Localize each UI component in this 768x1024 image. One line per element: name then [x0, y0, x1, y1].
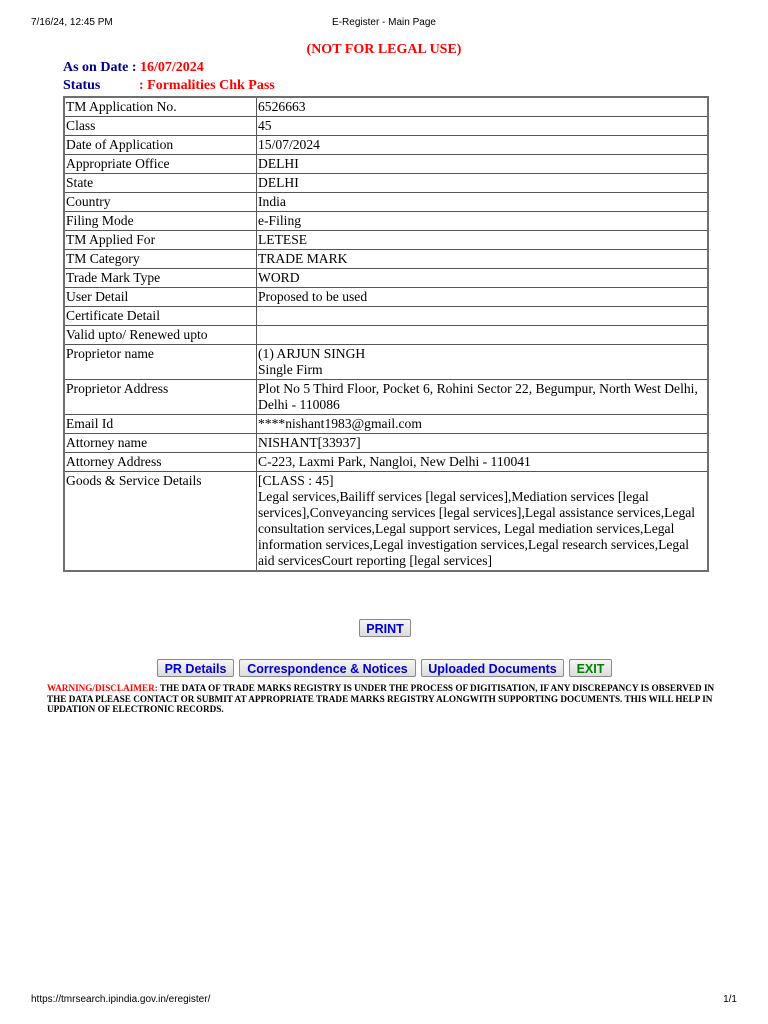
disclaimer [47, 683, 723, 715]
goods-services-list: Legal services,Bailiff services [legal services],Mediation services [legal services],Conveyancing services [legal services],Legal assistance services,Legal consultation services,Legal support services, Legal mediation services,Legal information services,Legal investigation services,Legal research services,Legal aid servicesCourt reporting [legal services] [258, 489, 696, 568]
print-footer [31, 994, 737, 1008]
table-row [64, 326, 708, 345]
row-key: Appropriate Office [64, 155, 257, 174]
row-key: Proprietor Address [64, 380, 257, 415]
application-status [63, 78, 275, 94]
row-key: Certificate Detail [64, 307, 257, 326]
table-row [64, 472, 708, 572]
proprietor-type: Single Firm [258, 362, 323, 377]
row-value: LETESE [257, 231, 709, 250]
print-button[interactable]: PRINT [359, 619, 411, 637]
row-key: Attorney name [64, 434, 257, 453]
table-row [64, 136, 708, 155]
row-value: DELHI [257, 174, 709, 193]
table-row [64, 288, 708, 307]
row-value: ****nishant1983@gmail.com [257, 415, 709, 434]
row-key: TM Application No. [64, 97, 257, 117]
row-key: Class [64, 117, 257, 136]
row-key: Valid upto/ Renewed upto [64, 326, 257, 345]
row-key: Attorney Address [64, 453, 257, 472]
print-page-title: E-Register - Main Page [332, 17, 436, 28]
proprietor-name: (1) ARJUN SINGH [258, 346, 366, 361]
row-value: TRADE MARK [257, 250, 709, 269]
uploaded-documents-button[interactable]: Uploaded Documents [421, 659, 564, 677]
row-key: State [64, 174, 257, 193]
pr-details-button[interactable]: PR Details [157, 659, 234, 677]
row-key: TM Applied For [64, 231, 257, 250]
correspondence-notices-button[interactable]: Correspondence & Notices [239, 659, 416, 677]
row-key: Proprietor name [64, 345, 257, 380]
status-value: : Formalities Chk Pass [139, 78, 275, 93]
row-value [257, 307, 709, 326]
row-value: India [257, 193, 709, 212]
row-value [257, 326, 709, 345]
table-row [64, 174, 708, 193]
table-row [64, 193, 708, 212]
row-value: Plot No 5 Third Floor, Pocket 6, Rohini Sector 22, Begumpur, North West Delhi, Delhi - 110086 [257, 380, 709, 415]
row-value: e-Filing [257, 212, 709, 231]
disclaimer-text: THE DATA OF TRADE MARKS REGISTRY IS UNDER THE PROCESS OF DIGITISATION, IF ANY DISCREPANCY IS OBSERVED IN THE DATA PLEASE CONTACT OR SUBMIT AT APPROPRIATE TRADE MARKS REGISTRY ALONGWITH SUPPORTING DOCUMENTS. THIS WILL HELP IN UPDATION OF ELECTRONIC RECORDS. [47, 683, 715, 714]
table-row [64, 345, 708, 380]
table-row [64, 307, 708, 326]
row-value [257, 472, 709, 572]
table-row [64, 453, 708, 472]
row-value: WORD [257, 269, 709, 288]
table-row [64, 434, 708, 453]
status-label: Status [63, 78, 101, 93]
row-key: Trade Mark Type [64, 269, 257, 288]
not-for-legal-use-notice: (NOT FOR LEGAL USE) [306, 42, 462, 57]
row-key: Date of Application [64, 136, 257, 155]
print-url: https://tmrsearch.ipindia.gov.in/eregister/ [31, 994, 211, 1005]
table-row [64, 269, 708, 288]
table-row [64, 415, 708, 434]
as-on-date-value: 16/07/2024 [140, 60, 204, 75]
row-value: C-223, Laxmi Park, Nangloi, New Delhi - 110041 [257, 453, 709, 472]
table-row [64, 97, 708, 117]
table-row [64, 380, 708, 415]
row-value [257, 345, 709, 380]
row-value: 6526663 [257, 97, 709, 117]
table-row [64, 117, 708, 136]
row-key: Email Id [64, 415, 257, 434]
application-details-table [63, 96, 709, 572]
print-page-number: 1/1 [723, 994, 737, 1005]
print-datetime: 7/16/24, 12:45 PM [31, 17, 113, 28]
row-value: NISHANT[33937] [257, 434, 709, 453]
disclaimer-label: WARNING/DISCLAIMER: [47, 683, 158, 693]
table-row [64, 250, 708, 269]
table-row [64, 212, 708, 231]
row-key: Goods & Service Details [64, 472, 257, 572]
as-on-date [63, 60, 204, 76]
row-key: Filing Mode [64, 212, 257, 231]
row-key: User Detail [64, 288, 257, 307]
exit-button[interactable]: EXIT [569, 659, 612, 677]
row-key: Country [64, 193, 257, 212]
table-row [64, 155, 708, 174]
row-value: Proposed to be used [257, 288, 709, 307]
row-value: DELHI [257, 155, 709, 174]
table-row [64, 231, 708, 250]
row-key: TM Category [64, 250, 257, 269]
row-value: 15/07/2024 [257, 136, 709, 155]
goods-class: [CLASS : 45] [258, 473, 334, 488]
as-on-date-label: As on Date : [63, 60, 140, 75]
row-value: 45 [257, 117, 709, 136]
print-header [31, 17, 737, 31]
